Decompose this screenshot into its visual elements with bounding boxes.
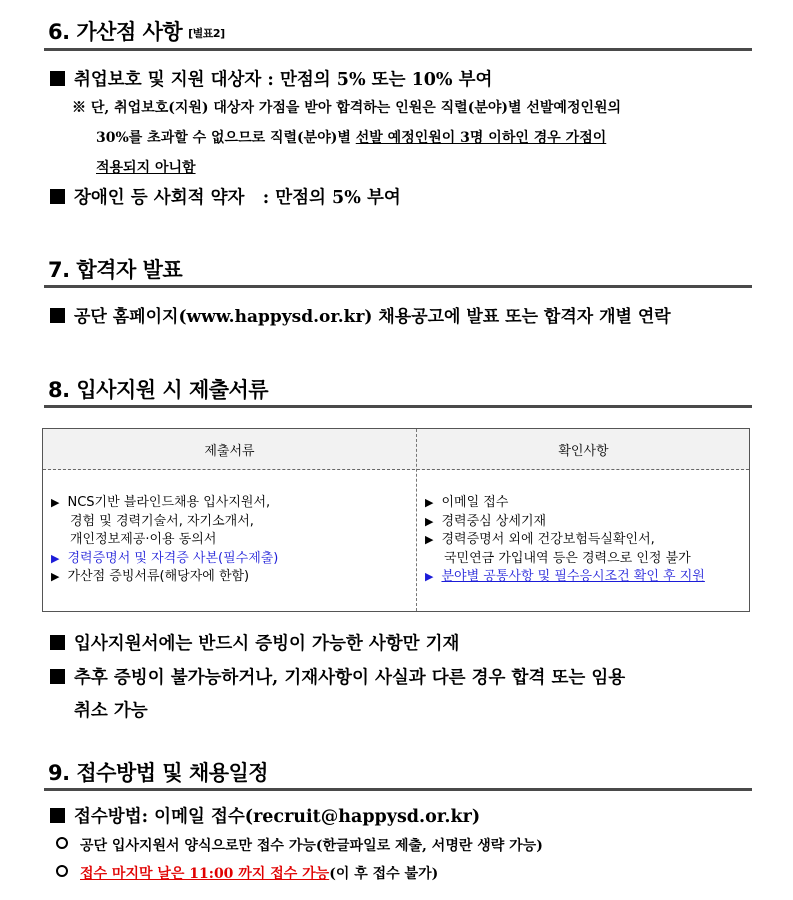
table-header-checks: 확인사항 [558, 444, 609, 459]
s8-item-1 [50, 630, 459, 655]
s9-sub-1-text: 공단 입사지원서 양식으로만 접수 가능(한글파일로 제출, 서명란 생략 가능) [80, 838, 543, 854]
circle-bullet-icon [56, 865, 68, 877]
s6-item-2-text: 장애인 등 사회적 약자 : 만점의 5% 부여 [74, 188, 401, 208]
section-6-title [48, 16, 225, 46]
triangle-bullet-icon: ▶ [425, 533, 434, 546]
list-item-text: 경력증명서 및 자격증 사본(필수제출) [67, 550, 279, 566]
list-item [51, 513, 411, 532]
section-8-title: 8. 입사지원 시 제출서류 [48, 378, 269, 402]
s8-item-1-text: 입사지원서에는 반드시 증빙이 가능한 사항만 기재 [74, 634, 460, 654]
list-item-text: NCS기반 블라인드채용 입사지원서, [67, 495, 271, 510]
documents-table [42, 428, 750, 612]
s8-item-2-text: 추후 증빙이 불가능하거나, 기재사항이 사실과 다른 경우 합격 또는 임용 [74, 668, 626, 688]
section-6-rule [44, 48, 752, 51]
s6-item-1 [50, 66, 492, 91]
square-bullet-icon [50, 635, 65, 650]
section-9-title: 9. 접수방법 및 채용일정 [48, 761, 269, 785]
section-6-heading: 6. 가산점 사항 [48, 20, 183, 44]
list-item-text: 가산점 증빙서류(해당자에 한함) [67, 569, 250, 584]
square-bullet-icon [50, 308, 65, 323]
list-item [425, 513, 745, 532]
list-item [425, 494, 745, 513]
triangle-bullet-icon: ▶ [51, 551, 60, 565]
s6-note-line-2-plain: 30%를 초과할 수 없으므로 직렬(분야)별 [96, 130, 356, 146]
s9-item-1-text: 접수방법: 이메일 접수(recruit@happysd.or.kr) [74, 807, 481, 827]
triangle-bullet-icon: ▶ [51, 496, 60, 509]
s8-item-2-line-1 [50, 664, 625, 689]
s7-item-1 [50, 302, 671, 327]
circle-bullet-icon [56, 837, 68, 849]
triangle-bullet-icon: ▶ [51, 570, 60, 583]
s9-sub-2-rest: (이 후 접수 불가) [329, 866, 439, 882]
section-9-rule [44, 788, 752, 791]
list-item [425, 531, 745, 550]
list-item [51, 531, 411, 550]
square-bullet-icon [50, 189, 65, 204]
list-item [51, 550, 411, 569]
triangle-bullet-icon: ▶ [425, 570, 434, 583]
s6-note-line-1: ※ 단, 취업보호(지원) 대상자 가점을 받아 합격하는 인원은 직렬(분야)별 선발예정인원의 [72, 100, 622, 116]
table-header-documents: 제출서류 [204, 444, 255, 459]
table-cell-documents [51, 494, 411, 587]
triangle-bullet-icon: ▶ [425, 496, 434, 509]
s6-item-2 [50, 184, 401, 209]
s9-sub-2 [56, 863, 438, 883]
s6-note-line-2 [96, 127, 606, 147]
s9-sub-1 [56, 835, 543, 855]
section-6-tag: [별표2] [188, 27, 225, 40]
section-7-rule [44, 285, 752, 288]
list-item-text: 분야별 공통사항 및 필수응시조건 확인 후 지원 [441, 569, 705, 584]
list-item [425, 550, 745, 569]
list-item-text: 경력증명서 외에 건강보험득실확인서, [441, 532, 655, 547]
list-item-text: 개인정보제공·이용 동의서 [70, 532, 217, 547]
triangle-bullet-icon: ▶ [425, 514, 434, 528]
list-item [51, 568, 411, 587]
deadline-notice: 접수 마지막 날은 11:00 까지 접수 가능 [80, 866, 330, 882]
section-7-title: 7. 합격자 발표 [48, 258, 183, 282]
section-8-rule [44, 405, 752, 408]
list-item [425, 568, 745, 587]
s7-item-1-text: 공단 홈페이지(www.happysd.or.kr) 채용공고에 발표 또는 합격자 개별 연락 [74, 307, 671, 327]
s6-item-1-text: 취업보호 및 지원 대상자 : 만점의 5% 또는 10% 부여 [74, 70, 493, 90]
s9-item-1 [50, 803, 480, 828]
square-bullet-icon [50, 669, 65, 684]
list-item-text: 경험 및 경력기술서, 자기소개서, [70, 513, 254, 529]
list-item-text: 경력중심 상세기재 [441, 513, 547, 529]
square-bullet-icon [50, 71, 65, 86]
list-item-text: 국민연금 가입내역 등은 경력으로 인정 불가 [444, 550, 691, 566]
s6-note-line-3: 적용되지 아니함 [96, 160, 196, 176]
s8-item-2-line-2: 취소 가능 [74, 701, 148, 721]
list-item [51, 494, 411, 513]
square-bullet-icon [50, 808, 65, 823]
table-cell-checks [425, 494, 745, 587]
s6-note-line-2-underlined: 선발 예정인원이 3명 이하인 경우 가점이 [355, 130, 607, 146]
list-item-text: 이메일 접수 [441, 495, 509, 510]
